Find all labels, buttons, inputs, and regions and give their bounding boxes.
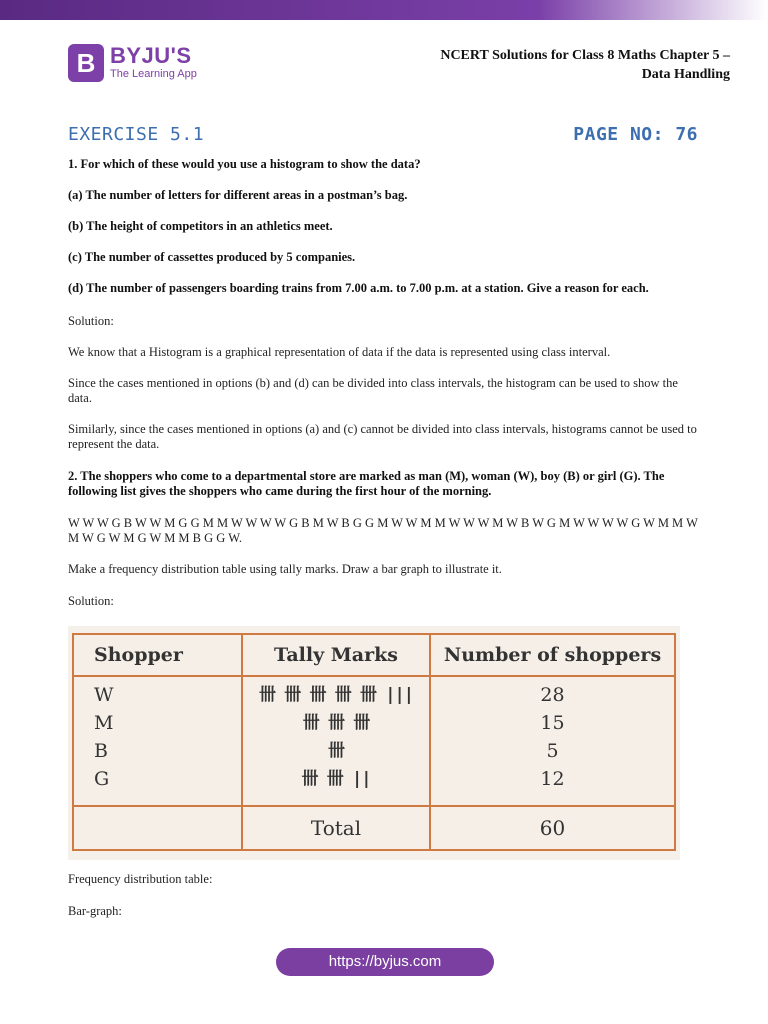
tally-cell: 卌 卌 卌 卌 卌 |||: [259, 685, 413, 705]
logo-icon: B: [68, 44, 104, 82]
header-line-1: NCERT Solutions for Class 8 Maths Chapter 5 –: [440, 48, 730, 63]
shopper-cell: B: [94, 740, 108, 762]
question-1c: (c) The number of cassettes produced by 5 companies.: [68, 250, 356, 264]
solution-1-para-1: We know that a Histogram is a graphical representation of data if the data is represented using class interval.: [68, 345, 611, 359]
solution-1-label: Solution:: [68, 314, 114, 328]
header-count: Number of shoppers: [430, 634, 675, 676]
shopper-cell: G: [94, 768, 110, 790]
solution-1-para-2: Since the cases mentioned in options (b) and (d) can be divided into class intervals, the histogram can be used to show the data.: [68, 376, 678, 405]
tally-cell: 卌 卌 ||: [301, 769, 371, 789]
question-2: 2. The shoppers who come to a departmental store are marked as man (M), woman (W), boy (B) or girl (G). The following list gives the shoppers who came during the first hour of the morning.: [68, 469, 665, 498]
tally-cell: 卌: [328, 741, 344, 761]
count-cell: 28: [540, 684, 565, 706]
total-label: Total: [242, 806, 430, 850]
exercise-title: EXERCISE 5.1: [68, 124, 205, 145]
total-empty-cell: [73, 806, 242, 850]
bar-graph-label: Bar-graph:: [68, 904, 122, 918]
website-link[interactable]: https://byjus.com: [276, 948, 494, 976]
tally-cell: 卌 卌 卌: [302, 713, 370, 733]
byjus-logo[interactable]: [68, 44, 197, 82]
question-2-task: Make a frequency distribution table using tally marks. Draw a bar graph to illustrate it.: [68, 562, 502, 576]
count-cell: 5: [546, 740, 559, 762]
logo-tagline: The Learning App: [110, 68, 197, 80]
top-banner: [0, 0, 768, 20]
page-number: PAGE NO: 76: [573, 124, 698, 145]
shopper-cell: M: [94, 712, 114, 734]
question-1: 1. For which of these would you use a histogram to show the data?: [68, 157, 421, 171]
document-header: [440, 46, 730, 84]
frequency-table-image: [68, 626, 680, 860]
total-value: 60: [430, 806, 675, 850]
count-cell: 12: [540, 768, 565, 790]
question-1d: (d) The number of passengers boarding trains from 7.00 a.m. to 7.00 p.m. at a station. Give a reason for each.: [68, 281, 649, 295]
header-tally: Tally Marks: [242, 634, 430, 676]
shopper-cell: W: [94, 684, 114, 706]
question-1a: (a) The number of letters for different areas in a postman’s bag.: [68, 188, 408, 202]
table-data-rows: [73, 676, 675, 806]
question-1b: (b) The height of competitors in an athletics meet.: [68, 219, 333, 233]
shopper-list: W W W G B W W M G G M M W W W W G B M W B G G M W W M M W W W M W B W G M W W W W G W M M W M W G W M G W M M B G G W.: [68, 516, 698, 545]
total-row: [73, 806, 675, 850]
header-line-2: Data Handling: [641, 67, 730, 82]
solution-2-label: Solution:: [68, 594, 114, 608]
count-cell: 15: [540, 712, 565, 734]
frequency-table: [72, 633, 676, 851]
logo-name: BYJU'S: [110, 43, 192, 68]
table-caption: Frequency distribution table:: [68, 872, 213, 886]
header-shopper: Shopper: [73, 634, 242, 676]
solution-1-para-3: Similarly, since the cases mentioned in options (a) and (c) cannot be divided into class intervals, histograms cannot be used to represent the data.: [68, 422, 697, 451]
